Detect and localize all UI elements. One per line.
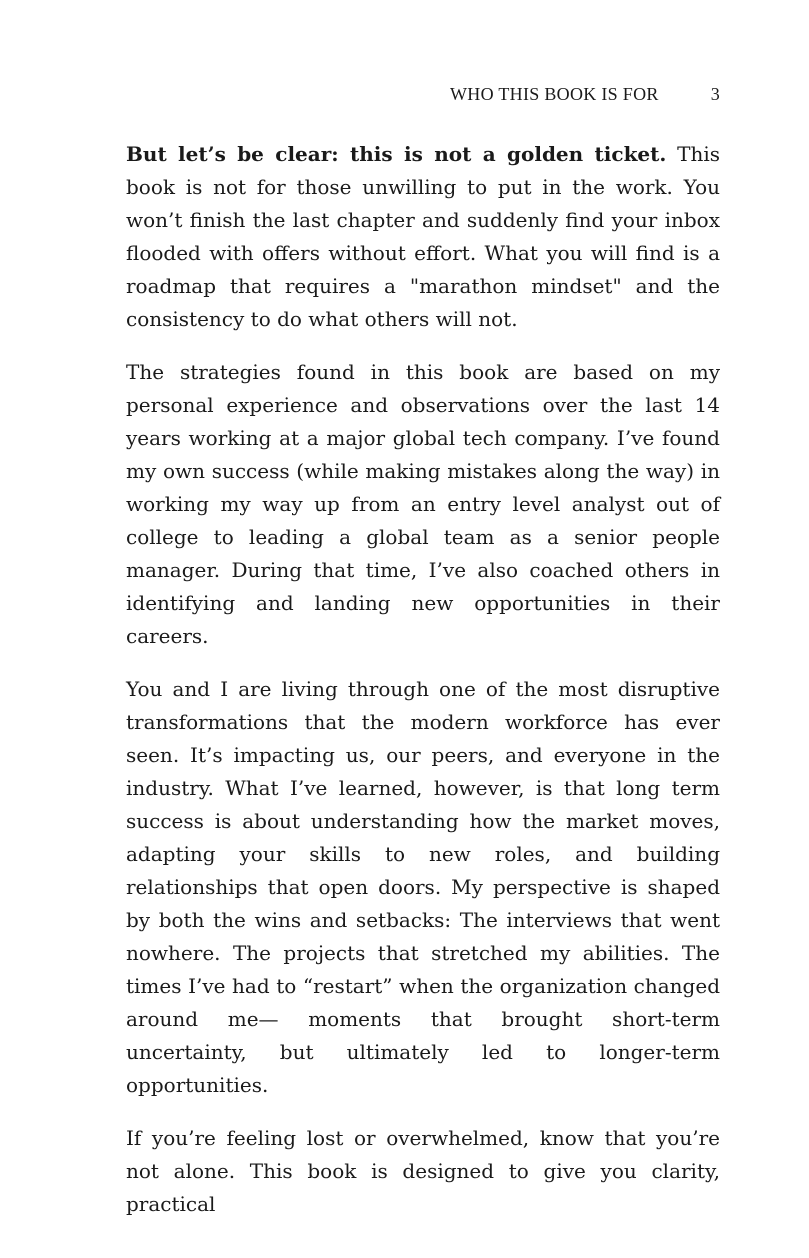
page-number: 3 bbox=[710, 83, 720, 104]
paragraph-lead: But let’s be clear: this is not a golden ticket. bbox=[126, 142, 667, 166]
paragraph: If you’re feeling lost or overwhelmed, know that you’re not alone. This book is designed to give you clarity, practical bbox=[126, 1126, 720, 1216]
body-text bbox=[126, 138, 720, 1241]
paragraph: The strategies found in this book are based on my personal experience and observations over the last 14 years working at a major global tech company. I’ve found my own success (while making mistakes along the way) in working my way up from an entry level analyst out of college to leading a global team as a senior people manager. During that time, I’ve also coached others in identifying and landing new opportunities in their careers. bbox=[126, 360, 720, 648]
running-head bbox=[126, 82, 720, 106]
paragraph: You and I are living through one of the most disruptive transformations that the modern workforce has ever seen. It’s impacting us, our peers, and everyone in the industry. What I’ve learned, however, is that long term success is about understanding how the market moves, adapting your skills to new roles, and building relationships that open doors. My perspective is shaped by both the wins and setbacks: The interviews that went nowhere. The projects that stretched my abilities. The times I’ve had to “restart” when the organization changed around me— moments that brought short-term uncertainty, but ultimately led to longer-term opportunities. bbox=[126, 677, 720, 1097]
running-head-title: WHO THIS BOOK IS FOR bbox=[450, 83, 659, 104]
paragraph-text: This book is not for those unwilling to put in the work. You won’t finish the last chapter and suddenly find your inbox flooded with offers without effort. What you will find is a roadmap that requires a "marathon mindset" and the consistency to do what others will not. bbox=[126, 142, 720, 331]
paragraph bbox=[126, 138, 720, 336]
